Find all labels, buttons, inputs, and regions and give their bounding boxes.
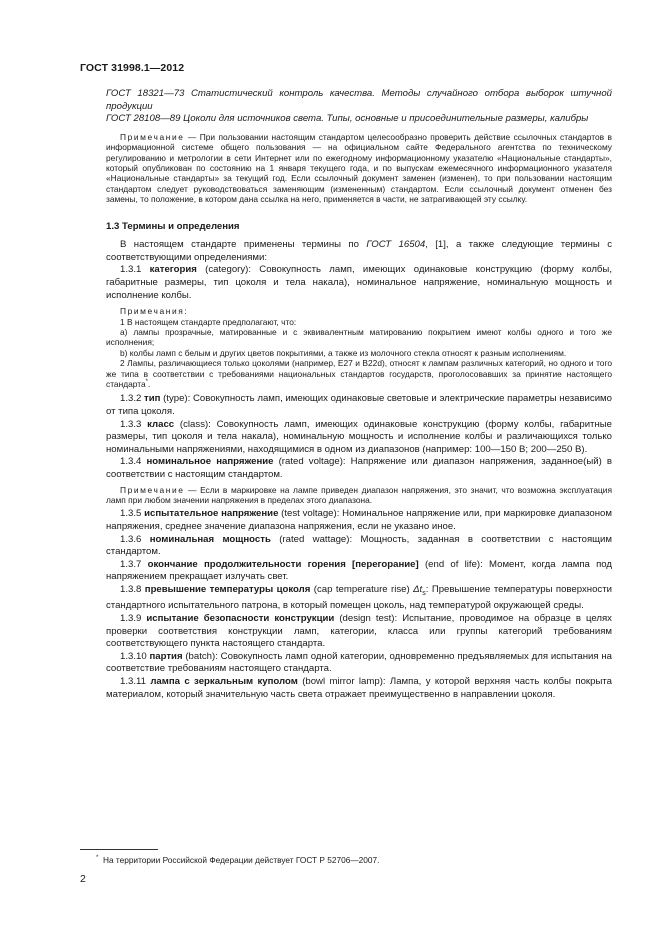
term-1-3-3: 1.3.3 класс (class): Совокупность ламп, имеющих одинаковые конструкцию (форму колбы, габаритные размеры, тип цоколя и тела накала), номинальную мощность и исполнение колбы и различающихся только номинальными напряжениями, находящимися в одном из диапазонов (например: 100—150 В; 200—250 В). [106, 418, 612, 455]
note-item: b) колбы ламп с белым и других цветов покрытиями, а также из молочного стекла относят к разным исполнениям. [120, 347, 567, 358]
section-heading: 1.3 Термины и определения [106, 220, 240, 232]
term-name: категория [149, 264, 197, 276]
note-text: — При пользовании настоящим стандартом целесообразно проверить действие ссылочных стандартов в информационной системе общего пользования — на официальном сайте Федерального агентства по техническому регулированию и метрологии в сети Интернет или по ежегодному информационному указателю «Национальные стандарты», который опубликован по состоянию на 1 января текущего года, и по выпускам ежемесячного информационного указателя «Национальные стандарты» за текущий год. Если ссылочный документ заменен (изменен), то при пользовании настоящим стандартом следует руководствоваться заменяющим (измененным) стандартом. Если ссылочный документ отменен без замены, то положение, в котором дана ссылка на него, применяется в части, не затрагивающей эту ссылку. [106, 131, 612, 205]
footnote-divider [80, 849, 158, 850]
note-references [106, 132, 612, 205]
note-item: а) лампы прозрачные, матированные и с эквивалентным матированию покрытием имеют колбы одного и того же исполнения; [106, 327, 612, 348]
term-1-3-2: 1.3.2 тип (type): Совокупность ламп, имеющих одинаковые световые и электрические параметры независимо от типа цоколя. [106, 393, 612, 418]
notes-block [106, 306, 612, 389]
footnote-marker: * [145, 379, 148, 386]
term-1-3-9: 1.3.9 испытание безопасности конструкции (design test): Испытание, проводимое на образце в целях проверки соответствия конструкции ламп, категории, класса или группы категорий требованиям соответствующего пункта настоящего стандарта. [106, 613, 612, 650]
page-header: ГОСТ 31998.1—2012 [80, 62, 185, 74]
term-1-3-6: 1.3.6 номинальная мощность (rated wattage): Мощность, заданная в соответствии с настоящим стандартом. [106, 533, 612, 558]
term-1-3-4: 1.3.4 номинальное напряжение (rated voltage): Напряжение или диапазон напряжения, заданное(ый) в соответствии с настоящим стандартом. [106, 456, 612, 480]
note-voltage: Примечание — Если в маркировке на лампе приведен диапазон напряжения, это значит, что возможна эксплуатация ламп при любом значении напряжения в пределах этого диапазона. [106, 484, 612, 505]
term-1-3-7: 1.3.7 окончание продолжительности горения [перегорание] (end of life): Момент, когда лампа под напряжением прекращает излучать свет. [106, 558, 613, 583]
page-number: 2 [80, 873, 86, 885]
section-intro: В настоящем стандарте применены термины по ГОСТ 16504, [1], а также следующие термины с соответствующими определениями: [106, 239, 612, 263]
note-label: Примечание [120, 131, 185, 142]
ref-gost-16504: ГОСТ 16504 [366, 239, 426, 251]
ref-gost-18321: ГОСТ 18321—73 Статистический контроль качества. Методы случайного отбора выборок штучной продукции [106, 88, 612, 112]
note-item: 2 Лампы, различающиеся только цоколями (например, Е27 и В22d), относят к лампам различных категорий, но одного и того же типа в соответствии с требованиями национальных стандартов государств, проголосовавших за принятие настоящего стандарта*. [106, 358, 612, 390]
term-1-3-1: 1.3.1 категория (category): Совокупность ламп, имеющих одинаковые конструкцию (форму колбы, габаритные размеры, тип цоколя и тела накала), номинальное напряжение, номинальную мощность и исполнение колбы. [106, 264, 612, 301]
footnote-mark: * [96, 855, 99, 862]
term-1-3-8: 1.3.8 превышение температуры цоколя (cap temperature rise) $\Delta t_s$: Превышение температуры поверхности стандартного испытательного патрона, в который помещен цоколь, над температурой окружающей среды. [106, 583, 612, 612]
page-content [106, 88, 612, 701]
term-1-3-11: 1.3.11 лампа с зеркальным куполом (bowl mirror lamp): Лампа, у которой верхняя часть колбы покрыта материалом, который значительную часть света отражает преимущественно в направлении цоколя. [106, 676, 612, 700]
footnote: * На территории Российской Федерации действует ГОСТ Р 52706—2007. [96, 855, 380, 865]
ref-gost-28108: ГОСТ 28108—89 Цоколи для источников света. Типы, основные и присоединительные размеры, калибры [106, 113, 589, 125]
term-1-3-5: 1.3.5 испытательное напряжение (test voltage): Номинальное напряжение или, при маркировке диапазоном напряжения, среднее значение диапазона напряжения, если не указано иное. [106, 508, 612, 532]
delta-t-symbol: Δt [413, 583, 423, 595]
term-1-3-10: 1.3.10 партия (batch): Совокупность ламп одной категории, одновременно предъявляемых для испытания на соответствие требованиям настоящего стандарта. [106, 650, 612, 675]
notes-label: Примечания: [120, 306, 187, 317]
note-item: 1 В настоящем стандарте предполагают, что: [120, 316, 297, 327]
